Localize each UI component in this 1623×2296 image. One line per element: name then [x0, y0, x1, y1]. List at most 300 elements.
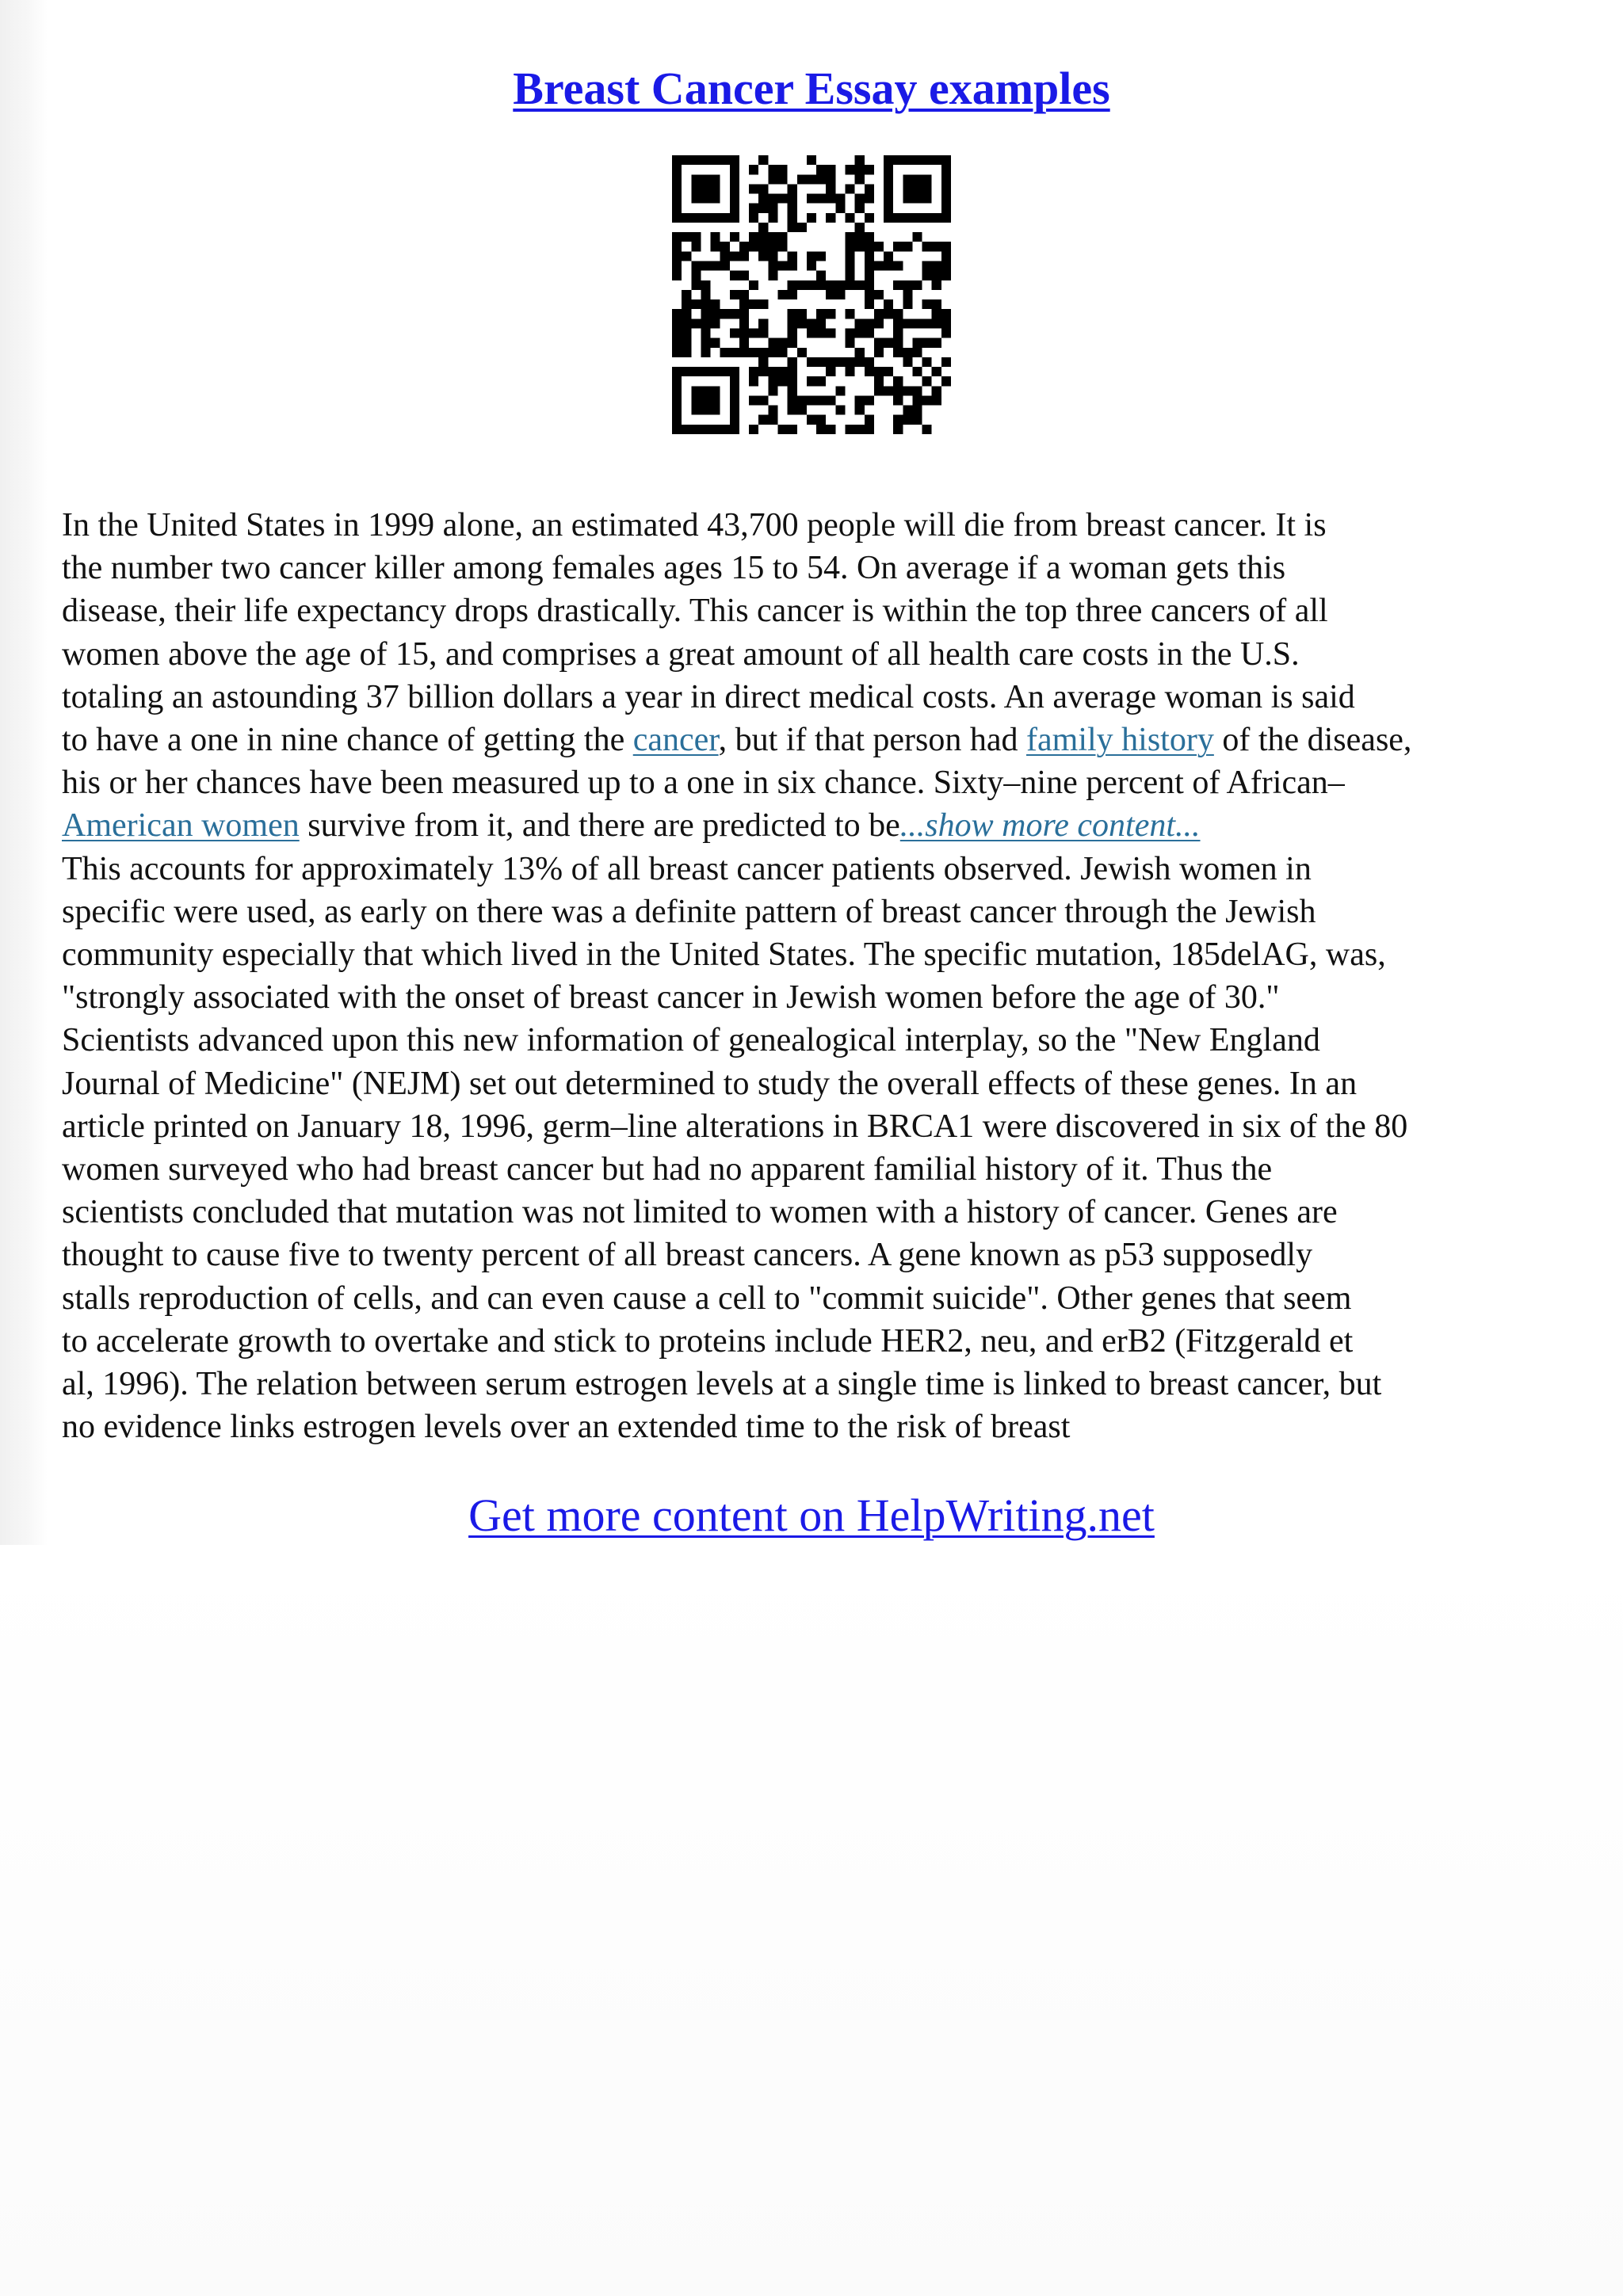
qr-module [807, 155, 816, 165]
qr-module [874, 386, 884, 395]
qr-module [711, 425, 720, 434]
qr-module [768, 194, 777, 204]
qr-module [730, 251, 739, 261]
qr-module [739, 338, 749, 348]
qr-module [758, 367, 768, 376]
qr-module [855, 357, 865, 367]
qr-module [922, 338, 932, 348]
qr-module [903, 184, 912, 193]
qr-module [941, 213, 951, 223]
qr-module [730, 395, 739, 405]
qr-module [845, 184, 854, 193]
qr-module [711, 338, 720, 348]
qr-module [855, 174, 865, 184]
qr-module [788, 338, 797, 348]
qr-module [884, 184, 893, 193]
qr-module [768, 251, 777, 261]
qr-module [922, 318, 932, 328]
qr-module [941, 242, 951, 251]
qr-module [672, 232, 682, 242]
qr-module [855, 395, 865, 405]
qr-module [932, 395, 941, 405]
qr-module [730, 271, 739, 280]
essay-line: the number two cancer killer among females ages 15 to 54. On average if a woman gets this [62, 550, 1286, 587]
qr-module [912, 213, 922, 223]
qr-module [941, 376, 951, 386]
qr-module [672, 338, 682, 348]
qr-module [845, 309, 854, 318]
qr-module [835, 194, 845, 204]
qr-module [720, 242, 730, 251]
qr-module [932, 309, 941, 318]
qr-module [691, 367, 701, 376]
cancer-link[interactable]: cancer [632, 722, 719, 759]
family-history-link[interactable]: family history [1026, 722, 1214, 759]
essay-line: Scientists advanced upon this new information of genealogical interplay, so the "New England [62, 1022, 1320, 1059]
qr-module [711, 155, 720, 165]
qr-module [701, 309, 710, 318]
qr-module [807, 174, 816, 184]
qr-module [768, 376, 777, 386]
qr-module [672, 204, 682, 213]
qr-module [932, 242, 941, 251]
qr-module [912, 415, 922, 425]
qr-module [893, 348, 903, 357]
qr-module [903, 174, 912, 184]
qr-module [682, 425, 691, 434]
qr-module [701, 155, 710, 165]
qr-module [778, 174, 788, 184]
qr-module [730, 204, 739, 213]
qr-module [826, 213, 835, 223]
qr-module [778, 376, 788, 386]
qr-module [672, 271, 682, 280]
qr-module [778, 242, 788, 251]
qr-module [797, 348, 807, 357]
qr-module [903, 155, 912, 165]
qr-module [672, 213, 682, 223]
qr-module [884, 165, 893, 174]
qr-module [865, 290, 874, 299]
qr-code-icon [672, 155, 951, 434]
qr-module [739, 348, 749, 357]
qr-module [768, 415, 777, 425]
qr-module [922, 425, 932, 434]
qr-module [672, 174, 682, 184]
qr-module [788, 290, 797, 299]
essay-line: to accelerate growth to overtake and stick to proteins include HER2, neu, and erB2 (Fitzgerald et [62, 1322, 1354, 1360]
qr-module [739, 251, 749, 261]
qr-module [884, 261, 893, 271]
qr-module [816, 174, 826, 184]
qr-module [788, 280, 797, 290]
essay-line: This accounts for approximately 13% of all breast cancer patients observed. Jewish women in [62, 850, 1312, 887]
essay-line [62, 719, 1568, 761]
qr-module [835, 290, 845, 299]
qr-module [758, 204, 768, 213]
qr-module [903, 194, 912, 204]
qr-module [768, 348, 777, 357]
qr-module [884, 386, 893, 395]
qr-module [758, 348, 768, 357]
qr-module [788, 194, 797, 204]
qr-module [711, 194, 720, 204]
qr-module [691, 299, 701, 309]
qr-module [816, 318, 826, 328]
qr-module [788, 223, 797, 232]
qr-module [749, 376, 758, 386]
qr-module [711, 184, 720, 193]
qr-module [701, 194, 710, 204]
qr-module [941, 261, 951, 271]
qr-module [816, 395, 826, 405]
qr-module [672, 367, 682, 376]
qr-module [816, 415, 826, 425]
qr-module [845, 271, 854, 280]
qr-module [865, 232, 874, 242]
essay-line: thought to cause five to twenty percent of all breast cancers. A gene known as p53 supposedly [62, 1237, 1313, 1274]
qr-module [912, 174, 922, 184]
qr-module [691, 155, 701, 165]
qr-module [788, 406, 797, 415]
qr-module [893, 415, 903, 425]
qr-module [691, 395, 701, 405]
qr-module [691, 242, 701, 251]
qr-module [807, 395, 816, 405]
qr-module [874, 367, 884, 376]
qr-module [816, 425, 826, 434]
qr-module [874, 318, 884, 328]
qr-module [768, 261, 777, 271]
essay-text: survive from it, and there are predicted to be [299, 807, 900, 845]
qr-module [855, 406, 865, 415]
qr-module [768, 232, 777, 242]
qr-module [893, 261, 903, 271]
qr-module [835, 204, 845, 213]
qr-module [912, 232, 922, 242]
qr-module [865, 194, 874, 204]
qr-module [826, 184, 835, 193]
qr-module [903, 242, 912, 251]
qr-module [893, 309, 903, 318]
qr-module [932, 213, 941, 223]
qr-module [778, 338, 788, 348]
qr-module [797, 280, 807, 290]
qr-module [874, 348, 884, 357]
qr-module [691, 184, 701, 193]
qr-module [807, 376, 816, 386]
qr-module [730, 406, 739, 415]
qr-module [932, 386, 941, 395]
qr-module [730, 367, 739, 376]
qr-module [711, 261, 720, 271]
qr-module [893, 425, 903, 434]
qr-module [874, 338, 884, 348]
title-link[interactable]: Breast Cancer Essay examples [513, 63, 1110, 114]
qr-module [730, 194, 739, 204]
qr-module [941, 251, 951, 261]
qr-module [941, 174, 951, 184]
qr-module [768, 213, 777, 223]
qr-module [758, 328, 768, 338]
qr-module [826, 395, 835, 405]
qr-module [912, 155, 922, 165]
qr-module [845, 213, 854, 223]
qr-module [701, 406, 710, 415]
qr-module [768, 338, 777, 348]
qr-module [884, 194, 893, 204]
qr-module [682, 328, 691, 338]
qr-module [701, 261, 710, 271]
qr-module [865, 415, 874, 425]
qr-module [903, 213, 912, 223]
qr-module [701, 174, 710, 184]
qr-module [711, 299, 720, 309]
qr-module [778, 367, 788, 376]
qr-module [922, 357, 932, 367]
qr-module [912, 406, 922, 415]
qr-module [797, 395, 807, 405]
qr-module [816, 165, 826, 174]
qr-module [893, 318, 903, 328]
qr-module [778, 261, 788, 271]
qr-module [903, 357, 912, 367]
qr-module [865, 242, 874, 251]
qr-module [711, 242, 720, 251]
qr-module [903, 415, 912, 425]
qr-module [893, 386, 903, 395]
qr-module [701, 184, 710, 193]
qr-module [758, 357, 768, 367]
qr-module [855, 232, 865, 242]
qr-module [893, 338, 903, 348]
qr-module [816, 357, 826, 367]
qr-module [788, 376, 797, 386]
qr-module [903, 348, 912, 357]
qr-module [816, 328, 826, 338]
qr-module [788, 328, 797, 338]
qr-module [691, 280, 701, 290]
qr-module [884, 204, 893, 213]
qr-module [826, 367, 835, 376]
qr-module [672, 376, 682, 386]
qr-module [816, 376, 826, 386]
qr-module [845, 165, 854, 174]
qr-module [778, 425, 788, 434]
qr-module [749, 367, 758, 376]
qr-module [788, 386, 797, 395]
qr-module [865, 184, 874, 193]
qr-module [672, 406, 682, 415]
qr-module [893, 328, 903, 338]
qr-module [730, 348, 739, 357]
qr-module [739, 309, 749, 318]
qr-module [768, 386, 777, 395]
qr-module [672, 318, 682, 328]
qr-module [816, 280, 826, 290]
qr-module [701, 425, 710, 434]
qr-module [932, 280, 941, 290]
qr-module [922, 395, 932, 405]
qr-module [865, 395, 874, 405]
essay-line: article printed on January 18, 1996, germ–line alterations in BRCA1 were discovered in six of the 80 [62, 1108, 1408, 1145]
qr-module [768, 406, 777, 415]
qr-module [845, 242, 854, 251]
qr-module [903, 280, 912, 290]
qr-module [778, 348, 788, 357]
qr-module [778, 165, 788, 174]
essay-line: specific were used, as early on there was a definite pattern of breast cancer through the Jewish [62, 893, 1316, 930]
qr-module [672, 309, 682, 318]
qr-module [682, 309, 691, 318]
qr-module [691, 174, 701, 184]
qr-module [941, 357, 951, 367]
qr-module [788, 204, 797, 213]
qr-module [807, 328, 816, 338]
qr-module [845, 328, 854, 338]
qr-module [941, 271, 951, 280]
qr-module [807, 251, 816, 261]
qr-module [865, 213, 874, 223]
qr-module [788, 213, 797, 223]
qr-module [893, 280, 903, 290]
qr-module [730, 376, 739, 386]
qr-module [816, 309, 826, 318]
qr-module [701, 213, 710, 223]
qr-module [932, 271, 941, 280]
qr-module [835, 280, 845, 290]
american-women-link[interactable]: American women [62, 807, 300, 845]
essay-text: of the disease, [1213, 722, 1412, 759]
qr-module [912, 280, 922, 290]
qr-module [730, 290, 739, 299]
qr-module [835, 406, 845, 415]
qr-module [941, 194, 951, 204]
qr-module [711, 395, 720, 405]
qr-module [807, 261, 816, 271]
essay-line: disease, their life expectancy drops drastically. This cancer is within the top three cancers of all [62, 593, 1328, 630]
qr-module [826, 309, 835, 318]
qr-module [739, 328, 749, 338]
essay-line: scientists concluded that mutation was not limited to women with a history of cancer. Genes are [62, 1194, 1338, 1231]
qr-module [682, 338, 691, 348]
qr-module [701, 367, 710, 376]
qr-module [884, 367, 893, 376]
qr-module [941, 328, 951, 338]
qr-module [672, 425, 682, 434]
qr-module [845, 367, 854, 376]
qr-module [691, 213, 701, 223]
qr-module [711, 232, 720, 242]
qr-module [922, 271, 932, 280]
qr-module [807, 318, 816, 328]
qr-module [691, 261, 701, 271]
qr-module [730, 415, 739, 425]
qr-module [730, 309, 739, 318]
qr-module [912, 395, 922, 405]
qr-module [691, 425, 701, 434]
qr-module [788, 357, 797, 367]
essay-line: women surveyed who had breast cancer but had no apparent familial history of it. Thus the [62, 1151, 1273, 1188]
qr-module [797, 318, 807, 328]
qr-module [749, 280, 758, 290]
qr-module [884, 338, 893, 348]
qr-module [826, 425, 835, 434]
qr-module [855, 348, 865, 357]
qr-module [912, 194, 922, 204]
qr-module [788, 318, 797, 328]
qr-module [807, 213, 816, 223]
qr-module [922, 194, 932, 204]
qr-module [932, 155, 941, 165]
qr-module [855, 242, 865, 251]
qr-module [672, 395, 682, 405]
qr-module [884, 174, 893, 184]
qr-module [932, 261, 941, 271]
qr-module [855, 318, 865, 328]
qr-module [855, 425, 865, 434]
qr-module [768, 204, 777, 213]
qr-module [788, 395, 797, 405]
qr-module [845, 425, 854, 434]
qr-module [903, 406, 912, 415]
qr-module [855, 328, 865, 338]
qr-module [691, 386, 701, 395]
qr-module [682, 318, 691, 328]
qr-module [711, 386, 720, 395]
qr-module [797, 174, 807, 184]
qr-module [922, 299, 932, 309]
qr-module [941, 155, 951, 165]
qr-module [730, 328, 739, 338]
qr-module [672, 242, 682, 251]
qr-module [711, 213, 720, 223]
qr-module [749, 165, 758, 174]
qr-module [835, 357, 845, 367]
qr-module [874, 290, 884, 299]
qr-module [826, 165, 835, 174]
page-title [0, 59, 1623, 119]
qr-module [682, 290, 691, 299]
qr-module [749, 242, 758, 251]
qr-module [855, 223, 865, 232]
qr-module [884, 155, 893, 165]
qr-module [701, 290, 710, 299]
qr-module [749, 348, 758, 357]
qr-module [758, 223, 768, 232]
qr-module [701, 328, 710, 338]
qr-module [932, 318, 941, 328]
qr-module [778, 290, 788, 299]
qr-module [865, 299, 874, 309]
qr-module [855, 204, 865, 213]
qr-module [826, 328, 835, 338]
show-more-content-link[interactable]: ...show more content... [899, 807, 1201, 845]
qr-module [758, 184, 768, 193]
qr-module [788, 309, 797, 318]
get-more-content-link[interactable]: Get more content on HelpWriting.net [468, 1489, 1155, 1541]
qr-module [845, 232, 854, 242]
qr-module [865, 251, 874, 261]
qr-module [739, 271, 749, 280]
qr-module [912, 386, 922, 395]
qr-module [922, 242, 932, 251]
qr-module [749, 299, 758, 309]
qr-module [893, 155, 903, 165]
qr-module [816, 194, 826, 204]
essay-line: stalls reproduction of cells, and can even cause a cell to "commit suicide". Other genes that seem [62, 1280, 1352, 1317]
qr-module [701, 348, 710, 357]
